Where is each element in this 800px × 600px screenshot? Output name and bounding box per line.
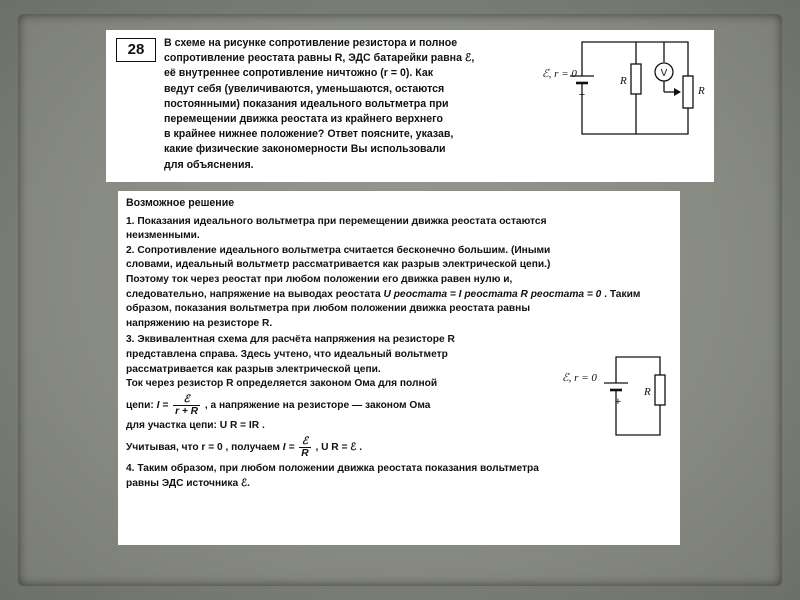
fraction-numerator: ℰ	[173, 394, 200, 406]
solution-line: образом, показания вольтметра при любом положении движка реостата равны	[126, 303, 531, 315]
formula-suffix: , U R = ℰ .	[315, 442, 363, 454]
solution-line: для участка цепи: U R = IR .	[126, 419, 265, 431]
problem-line: какие физические закономерности Вы использовали	[164, 143, 446, 156]
solution-line: Ток через резистор R определяется законом Ома для полной	[126, 378, 438, 390]
problem-line: в крайнее нижнее положение? Ответ поясните, указав,	[164, 128, 454, 141]
solution-line: 1. Показания идеального вольтметра при перемещении движка реостата остаются	[126, 215, 547, 227]
problem-card	[106, 30, 714, 182]
formula-prefix: Учитывая, что r = 0 , получаем	[126, 442, 280, 454]
problem-line: её внутреннее сопротивление ничтожно (r = 0). Как	[164, 67, 434, 80]
problem-text	[164, 36, 532, 173]
solution-line: рассматривается как разрыв электрической цепи.	[126, 363, 381, 375]
formula-suffix: . Таким	[604, 288, 641, 300]
current-fraction	[173, 394, 200, 417]
equivalent-emf-label: ℰ, r = 0	[562, 372, 597, 384]
equivalent-plus-label: +	[614, 396, 622, 408]
problem-plus-label: +	[578, 89, 586, 101]
solution-line: представлена справа. Здесь учтено, что идеальный вольтметр	[126, 348, 448, 360]
solution-line: 2. Сопротивление идеального вольтметра считается бесконечно большим. (Иными	[126, 244, 551, 256]
problem-line: сопротивление реостата равны R, ЭДС батарейки равна ℰ,	[164, 52, 475, 65]
solution-line: 3. Эквивалентная схема для расчёта напряжения на резисторе R	[126, 334, 455, 346]
problem-line: перемещении движка реостата из крайнего верхнего	[164, 113, 443, 126]
formula-lhs: I =	[282, 442, 295, 454]
solution-card	[118, 191, 680, 545]
formula-suffix: , а напряжение на резисторе — законом Ома	[204, 399, 431, 411]
equivalent-resistor-label: R	[644, 386, 651, 398]
fraction-denominator: R	[301, 448, 309, 460]
rheostat-label: R	[698, 85, 705, 97]
problem-line: ведут себя (увеличиваются, уменьшаются, остаются	[164, 82, 445, 95]
fraction-denominator: r + R	[175, 405, 198, 417]
solution-line: напряжению на резисторе R.	[126, 317, 273, 329]
current-fraction	[299, 436, 310, 459]
voltmeter-label: V	[660, 68, 668, 79]
solution-line: 4. Таким образом, при любом положении движка реостата показания вольтметра	[126, 463, 539, 475]
solution-line: равны ЭДС источника ℰ.	[126, 477, 250, 489]
problem-emf-label: ℰ, r = 0	[542, 68, 577, 80]
formula-lhs: I =	[156, 399, 169, 411]
formula-prefix: цепи:	[126, 399, 154, 411]
fraction-numerator: ℰ	[299, 436, 310, 448]
solution-formula-line	[126, 288, 674, 303]
rheostat-voltage-formula: U реостата = I реостата R реостата = 0	[383, 288, 602, 300]
problem-line: постоянными) показания идеального вольтметра при	[164, 97, 449, 110]
final-formula-line	[126, 436, 674, 459]
problem-line: для объяснения.	[164, 158, 254, 171]
solution-line: словами, идеальный вольтметр рассматривается как разрыв электрической цепи.)	[126, 259, 551, 271]
solution-text	[126, 196, 674, 492]
problem-resistor-label: R	[620, 75, 627, 87]
problem-line: В схеме на рисунке сопротивление резистора и полное	[164, 37, 458, 49]
problem-number: 28	[116, 38, 156, 62]
formula-prefix: следовательно, напряжение на выводах реостата	[126, 288, 381, 300]
solution-line: Поэтому ток через реостат при любом положении его движка равен нулю и,	[126, 273, 513, 285]
equivalent-circuit-diagram	[560, 353, 676, 439]
solution-line: неизменными.	[126, 230, 200, 242]
solution-heading: Возможное решение	[126, 197, 235, 209]
problem-circuit-diagram	[540, 36, 710, 144]
